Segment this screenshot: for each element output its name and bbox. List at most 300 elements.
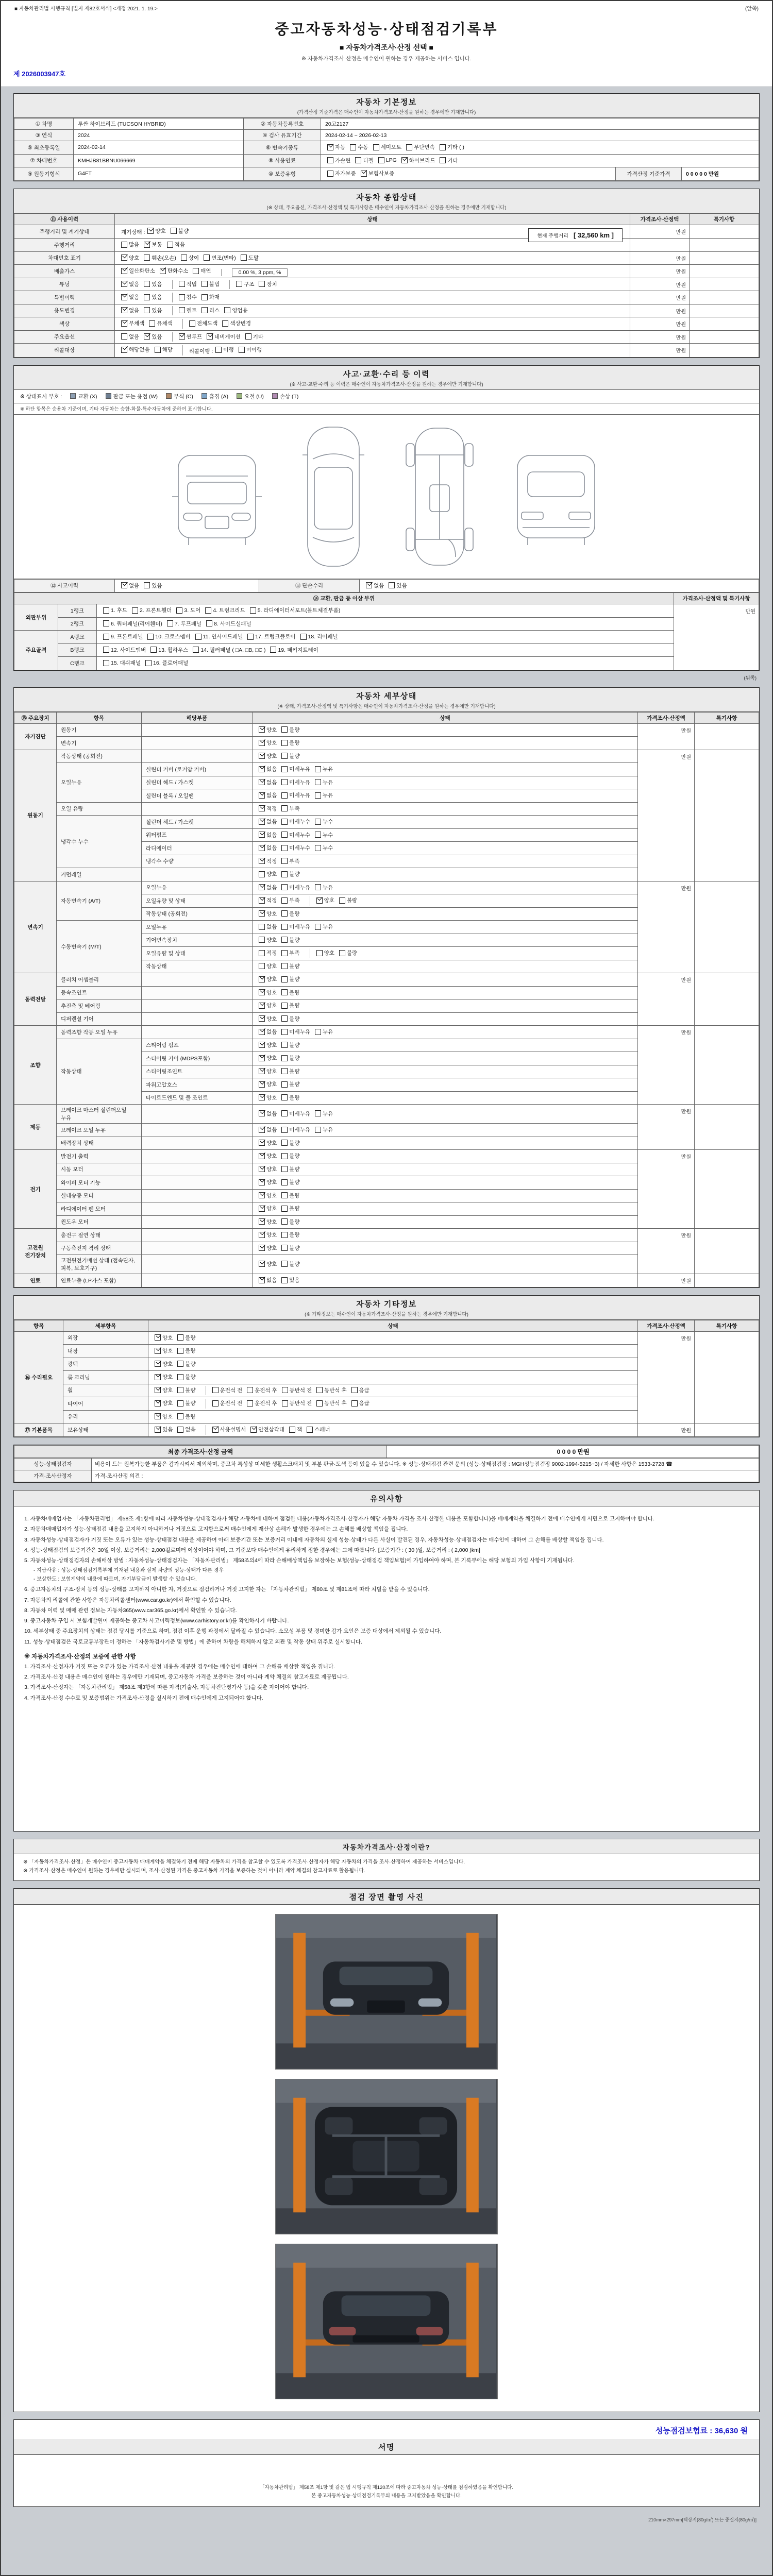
option-2. 프론트휀더[interactable] <box>132 606 172 614</box>
option-불량[interactable] <box>177 1347 195 1354</box>
option-없음[interactable] <box>121 333 139 341</box>
unchecked-checkbox-icon[interactable] <box>281 976 288 982</box>
option-미세누유[interactable] <box>281 1110 310 1117</box>
option-양호[interactable] <box>259 726 277 734</box>
unchecked-checkbox-icon[interactable] <box>103 660 109 666</box>
option-미세누유[interactable] <box>281 778 310 786</box>
option-16. 플로어패널[interactable] <box>145 659 188 667</box>
unchecked-checkbox-icon[interactable] <box>250 607 256 614</box>
unchecked-checkbox-icon[interactable] <box>189 320 195 327</box>
checked-checkbox-icon[interactable] <box>155 1387 161 1393</box>
unchecked-checkbox-icon[interactable] <box>281 1003 288 1009</box>
option-불량[interactable] <box>281 1139 299 1147</box>
option-5. 라디에이터서포트(볼트체결부품)[interactable] <box>250 606 341 614</box>
option-자동[interactable] <box>327 143 345 151</box>
checked-checkbox-icon[interactable] <box>259 1094 265 1100</box>
option-없음[interactable] <box>259 791 277 799</box>
option-14. 필러패널 ( □A, □B, □C )[interactable] <box>193 646 265 654</box>
checked-checkbox-icon[interactable] <box>259 845 265 851</box>
option-변조(변타)[interactable] <box>204 254 236 262</box>
option-누유[interactable] <box>315 791 333 799</box>
unchecked-checkbox-icon[interactable] <box>247 634 254 640</box>
checked-checkbox-icon[interactable] <box>259 897 265 904</box>
unchecked-checkbox-icon[interactable] <box>259 871 265 877</box>
checked-checkbox-icon[interactable] <box>259 805 265 811</box>
option-수동[interactable] <box>350 143 368 151</box>
option-불량[interactable] <box>281 1041 299 1049</box>
unchecked-checkbox-icon[interactable] <box>179 281 185 287</box>
option-잭[interactable] <box>289 1426 302 1433</box>
unchecked-checkbox-icon[interactable] <box>282 1387 288 1393</box>
unchecked-checkbox-icon[interactable] <box>316 1400 323 1406</box>
checked-checkbox-icon[interactable] <box>259 1068 265 1074</box>
option-불량[interactable] <box>281 726 299 734</box>
unchecked-checkbox-icon[interactable] <box>167 242 173 248</box>
checked-checkbox-icon[interactable] <box>259 1055 265 1061</box>
option-누유[interactable] <box>315 1110 333 1117</box>
option-LPG[interactable] <box>378 157 397 163</box>
option-있음[interactable] <box>389 582 407 589</box>
option-누유[interactable] <box>315 1126 333 1133</box>
unchecked-checkbox-icon[interactable] <box>315 779 321 785</box>
checked-checkbox-icon[interactable] <box>121 347 127 353</box>
option-1. 후드[interactable] <box>103 606 127 614</box>
unchecked-checkbox-icon[interactable] <box>193 268 199 274</box>
checked-checkbox-icon[interactable] <box>144 333 150 340</box>
option-양호[interactable] <box>259 962 277 970</box>
unchecked-checkbox-icon[interactable] <box>176 607 182 614</box>
unchecked-checkbox-icon[interactable] <box>259 924 265 930</box>
checked-checkbox-icon[interactable] <box>259 1261 265 1267</box>
option-양호[interactable] <box>259 1165 277 1173</box>
option-안전삼각대[interactable] <box>250 1426 284 1433</box>
option-누유[interactable] <box>315 1028 333 1036</box>
option-영업용[interactable] <box>224 307 247 314</box>
unchecked-checkbox-icon[interactable] <box>239 347 245 353</box>
option-18. 리어패널[interactable] <box>300 633 338 640</box>
option-양호[interactable] <box>259 752 277 760</box>
option-양호[interactable] <box>316 949 334 957</box>
option-유채색[interactable] <box>149 319 172 327</box>
checked-checkbox-icon[interactable] <box>259 832 265 838</box>
unchecked-checkbox-icon[interactable] <box>224 307 230 313</box>
unchecked-checkbox-icon[interactable] <box>149 320 155 327</box>
unchecked-checkbox-icon[interactable] <box>281 1029 288 1035</box>
option-없음[interactable] <box>259 765 277 773</box>
option-양호[interactable] <box>155 1413 173 1420</box>
unchecked-checkbox-icon[interactable] <box>315 924 321 930</box>
unchecked-checkbox-icon[interactable] <box>204 255 210 261</box>
option-누유[interactable] <box>315 884 333 891</box>
option-없음[interactable] <box>259 1276 277 1284</box>
unchecked-checkbox-icon[interactable] <box>315 766 321 772</box>
unchecked-checkbox-icon[interactable] <box>281 819 288 825</box>
unchecked-checkbox-icon[interactable] <box>150 647 157 653</box>
option-양호[interactable] <box>155 1399 173 1407</box>
option-불량[interactable] <box>281 1067 299 1075</box>
option-상이[interactable] <box>181 254 199 262</box>
unchecked-checkbox-icon[interactable] <box>373 144 379 150</box>
checked-checkbox-icon[interactable] <box>259 819 265 825</box>
unchecked-checkbox-icon[interactable] <box>103 647 109 653</box>
unchecked-checkbox-icon[interactable] <box>281 858 288 864</box>
unchecked-checkbox-icon[interactable] <box>281 1232 288 1238</box>
unchecked-checkbox-icon[interactable] <box>315 1029 321 1035</box>
checked-checkbox-icon[interactable] <box>259 1192 265 1198</box>
unchecked-checkbox-icon[interactable] <box>281 753 288 759</box>
option-없음[interactable] <box>259 831 277 839</box>
unchecked-checkbox-icon[interactable] <box>144 255 150 261</box>
option-불량[interactable] <box>339 949 357 957</box>
option-6. 쿼터패널(리어휀더)[interactable] <box>103 620 162 628</box>
unchecked-checkbox-icon[interactable] <box>281 1218 288 1225</box>
unchecked-checkbox-icon[interactable] <box>144 582 150 588</box>
option-없음[interactable] <box>259 818 277 825</box>
option-매연[interactable] <box>193 267 211 275</box>
option-미세누수[interactable] <box>281 818 310 825</box>
option-양호[interactable] <box>259 1041 277 1049</box>
unchecked-checkbox-icon[interactable] <box>355 157 361 163</box>
unchecked-checkbox-icon[interactable] <box>259 950 265 956</box>
option-있음[interactable] <box>144 293 162 301</box>
option-부족[interactable] <box>281 805 299 812</box>
option-양호[interactable] <box>155 1334 173 1342</box>
unchecked-checkbox-icon[interactable] <box>177 1413 183 1419</box>
option-없음[interactable] <box>121 280 139 288</box>
option-양호[interactable] <box>259 1139 277 1147</box>
unchecked-checkbox-icon[interactable] <box>212 1387 219 1393</box>
unchecked-checkbox-icon[interactable] <box>215 347 222 353</box>
option-없음[interactable] <box>121 307 139 314</box>
checked-checkbox-icon[interactable] <box>259 1218 265 1225</box>
unchecked-checkbox-icon[interactable] <box>236 281 242 287</box>
unchecked-checkbox-icon[interactable] <box>177 1334 183 1341</box>
option-보통[interactable] <box>144 241 162 248</box>
unchecked-checkbox-icon[interactable] <box>316 950 323 956</box>
checked-checkbox-icon[interactable] <box>259 989 265 995</box>
checked-checkbox-icon[interactable] <box>212 1427 219 1433</box>
option-양호[interactable] <box>259 975 277 983</box>
option-9. 프론트패널[interactable] <box>103 633 143 640</box>
option-불량[interactable] <box>281 989 299 996</box>
checked-checkbox-icon[interactable] <box>259 1042 265 1048</box>
option-불량[interactable] <box>281 1054 299 1062</box>
option-많음[interactable] <box>121 241 139 248</box>
option-도말[interactable] <box>241 254 259 262</box>
option-양호[interactable] <box>259 1002 277 1009</box>
option-미세누유[interactable] <box>281 765 310 773</box>
unchecked-checkbox-icon[interactable] <box>315 1110 321 1116</box>
option-불량[interactable] <box>281 752 299 760</box>
checked-checkbox-icon[interactable] <box>259 792 265 799</box>
option-불량[interactable] <box>281 1231 299 1239</box>
option-기타[interactable] <box>440 157 458 164</box>
checked-checkbox-icon[interactable] <box>259 858 265 864</box>
unchecked-checkbox-icon[interactable] <box>259 937 265 943</box>
option-침수[interactable] <box>179 293 197 301</box>
option-없음[interactable] <box>259 884 277 891</box>
option-19. 패키지트레이[interactable] <box>270 646 318 654</box>
option-불량[interactable] <box>281 1205 299 1212</box>
unchecked-checkbox-icon[interactable] <box>144 294 150 300</box>
checked-checkbox-icon[interactable] <box>316 897 323 904</box>
unchecked-checkbox-icon[interactable] <box>177 1348 183 1354</box>
option-양호[interactable] <box>259 1178 277 1186</box>
checked-checkbox-icon[interactable] <box>259 1166 265 1172</box>
unchecked-checkbox-icon[interactable] <box>281 1127 288 1133</box>
checked-checkbox-icon[interactable] <box>259 1206 265 1212</box>
checked-checkbox-icon[interactable] <box>259 740 265 746</box>
unchecked-checkbox-icon[interactable] <box>281 1055 288 1061</box>
option-10. 크로스멤버[interactable] <box>147 633 190 640</box>
option-부족[interactable] <box>281 896 299 904</box>
option-불량[interactable] <box>281 936 299 944</box>
option-미이행[interactable] <box>239 346 262 353</box>
option-불량[interactable] <box>177 1373 195 1381</box>
option-양호[interactable] <box>259 1067 277 1075</box>
unchecked-checkbox-icon[interactable] <box>281 1110 288 1116</box>
checked-checkbox-icon[interactable] <box>259 1140 265 1146</box>
checked-checkbox-icon[interactable] <box>259 1081 265 1088</box>
checked-checkbox-icon[interactable] <box>259 1127 265 1133</box>
option-운전석 후[interactable] <box>247 1399 277 1407</box>
option-양호[interactable] <box>121 254 139 262</box>
unchecked-checkbox-icon[interactable] <box>206 620 212 626</box>
option-양호[interactable] <box>259 1218 277 1226</box>
option-불량[interactable] <box>281 1260 299 1268</box>
unchecked-checkbox-icon[interactable] <box>281 1068 288 1074</box>
checked-checkbox-icon[interactable] <box>155 1374 161 1380</box>
unchecked-checkbox-icon[interactable] <box>144 281 150 287</box>
checked-checkbox-icon[interactable] <box>155 1334 161 1341</box>
checked-checkbox-icon[interactable] <box>250 1427 257 1433</box>
option-미세누수[interactable] <box>281 844 310 852</box>
option-양호[interactable] <box>259 936 277 944</box>
unchecked-checkbox-icon[interactable] <box>315 832 321 838</box>
unchecked-checkbox-icon[interactable] <box>281 1179 288 1185</box>
option-양호[interactable] <box>259 1260 277 1268</box>
unchecked-checkbox-icon[interactable] <box>315 845 321 851</box>
unchecked-checkbox-icon[interactable] <box>241 255 247 261</box>
option-운전석 전[interactable] <box>212 1399 243 1407</box>
option-불량[interactable] <box>177 1386 195 1394</box>
unchecked-checkbox-icon[interactable] <box>121 333 127 340</box>
option-양호[interactable] <box>259 1192 277 1199</box>
checked-checkbox-icon[interactable] <box>121 294 127 300</box>
unchecked-checkbox-icon[interactable] <box>282 1400 288 1406</box>
option-부족[interactable] <box>281 857 299 865</box>
checked-checkbox-icon[interactable] <box>259 1003 265 1009</box>
unchecked-checkbox-icon[interactable] <box>281 1094 288 1100</box>
option-미세누수[interactable] <box>281 831 310 839</box>
checked-checkbox-icon[interactable] <box>160 268 166 274</box>
option-15. 대쉬패널[interactable] <box>103 659 141 667</box>
option-누유[interactable] <box>315 765 333 773</box>
unchecked-checkbox-icon[interactable] <box>177 1374 183 1380</box>
option-불량[interactable] <box>281 1080 299 1088</box>
option-리스[interactable] <box>201 307 220 314</box>
option-불량[interactable] <box>281 1218 299 1226</box>
option-자가보증[interactable] <box>327 170 356 177</box>
option-보험사보증[interactable] <box>361 170 395 177</box>
option-불량[interactable] <box>281 1244 299 1252</box>
unchecked-checkbox-icon[interactable] <box>389 582 395 588</box>
unchecked-checkbox-icon[interactable] <box>281 884 288 890</box>
option-불량[interactable] <box>281 910 299 918</box>
option-누유[interactable] <box>315 923 333 930</box>
checked-checkbox-icon[interactable] <box>155 1348 161 1354</box>
option-불량[interactable] <box>177 1334 195 1342</box>
unchecked-checkbox-icon[interactable] <box>281 1042 288 1048</box>
option-있음[interactable] <box>144 280 162 288</box>
checked-checkbox-icon[interactable] <box>147 228 154 234</box>
option-해당없음[interactable] <box>121 346 150 353</box>
option-없음[interactable] <box>259 1110 277 1117</box>
option-없음[interactable] <box>121 582 139 589</box>
checked-checkbox-icon[interactable] <box>179 333 185 340</box>
unchecked-checkbox-icon[interactable] <box>281 766 288 772</box>
checked-checkbox-icon[interactable] <box>259 1232 265 1238</box>
unchecked-checkbox-icon[interactable] <box>281 832 288 838</box>
unchecked-checkbox-icon[interactable] <box>155 347 161 353</box>
option-양호[interactable] <box>155 1373 173 1381</box>
option-가솔린[interactable] <box>327 157 350 164</box>
unchecked-checkbox-icon[interactable] <box>281 989 288 995</box>
option-양호[interactable] <box>316 896 334 904</box>
option-사용설명서[interactable] <box>212 1426 246 1433</box>
unchecked-checkbox-icon[interactable] <box>121 242 127 248</box>
unchecked-checkbox-icon[interactable] <box>145 660 152 666</box>
unchecked-checkbox-icon[interactable] <box>315 792 321 799</box>
option-운전석 전[interactable] <box>212 1386 243 1394</box>
unchecked-checkbox-icon[interactable] <box>247 1387 253 1393</box>
unchecked-checkbox-icon[interactable] <box>201 294 208 300</box>
option-세미오토[interactable] <box>373 143 402 151</box>
checked-checkbox-icon[interactable] <box>259 766 265 772</box>
unchecked-checkbox-icon[interactable] <box>179 294 185 300</box>
option-양호[interactable] <box>259 1054 277 1062</box>
checked-checkbox-icon[interactable] <box>259 1015 265 1022</box>
unchecked-checkbox-icon[interactable] <box>281 1140 288 1146</box>
option-양호[interactable] <box>259 1080 277 1088</box>
checked-checkbox-icon[interactable] <box>259 976 265 982</box>
checked-checkbox-icon[interactable] <box>259 753 265 759</box>
option-적정[interactable] <box>259 857 277 865</box>
option-응급[interactable] <box>351 1386 369 1394</box>
option-없음[interactable] <box>259 844 277 852</box>
option-양호[interactable] <box>259 1152 277 1160</box>
unchecked-checkbox-icon[interactable] <box>201 307 208 313</box>
unchecked-checkbox-icon[interactable] <box>281 1245 288 1251</box>
unchecked-checkbox-icon[interactable] <box>406 144 412 150</box>
option-양호[interactable] <box>259 1231 277 1239</box>
unchecked-checkbox-icon[interactable] <box>103 620 109 626</box>
option-양호[interactable] <box>259 910 277 918</box>
unchecked-checkbox-icon[interactable] <box>315 884 321 890</box>
option-스패너[interactable] <box>307 1426 330 1433</box>
unchecked-checkbox-icon[interactable] <box>281 845 288 851</box>
unchecked-checkbox-icon[interactable] <box>103 607 109 614</box>
unchecked-checkbox-icon[interactable] <box>281 950 288 956</box>
option-3. 도어[interactable] <box>176 606 200 614</box>
option-양호[interactable] <box>259 739 277 747</box>
option-불량[interactable] <box>281 1002 299 1009</box>
checked-checkbox-icon[interactable] <box>207 333 213 340</box>
option-양호[interactable] <box>259 870 277 878</box>
option-양호[interactable] <box>147 227 165 235</box>
unchecked-checkbox-icon[interactable] <box>281 937 288 943</box>
option-누수[interactable] <box>315 844 333 852</box>
checked-checkbox-icon[interactable] <box>259 1110 265 1116</box>
unchecked-checkbox-icon[interactable] <box>440 157 446 163</box>
option-장치[interactable] <box>259 280 277 288</box>
option-누수[interactable] <box>315 818 333 825</box>
unchecked-checkbox-icon[interactable] <box>327 171 333 177</box>
option-없음[interactable] <box>121 293 139 301</box>
unchecked-checkbox-icon[interactable] <box>195 634 201 640</box>
unchecked-checkbox-icon[interactable] <box>440 144 446 150</box>
option-하이브리드[interactable] <box>401 157 435 164</box>
unchecked-checkbox-icon[interactable] <box>201 281 208 287</box>
unchecked-checkbox-icon[interactable] <box>212 1400 219 1406</box>
option-적정[interactable] <box>259 949 277 957</box>
unchecked-checkbox-icon[interactable] <box>103 634 109 640</box>
unchecked-checkbox-icon[interactable] <box>281 805 288 811</box>
option-4. 트렁크리드[interactable] <box>205 606 245 614</box>
option-부족[interactable] <box>281 949 299 957</box>
unchecked-checkbox-icon[interactable] <box>181 255 187 261</box>
option-없음[interactable] <box>259 778 277 786</box>
unchecked-checkbox-icon[interactable] <box>281 726 288 733</box>
option-없음[interactable] <box>366 582 384 589</box>
option-미세누유[interactable] <box>281 1028 310 1036</box>
unchecked-checkbox-icon[interactable] <box>167 620 173 626</box>
checked-checkbox-icon[interactable] <box>121 582 127 588</box>
option-불량[interactable] <box>177 1360 195 1368</box>
option-불량[interactable] <box>281 1165 299 1173</box>
checked-checkbox-icon[interactable] <box>259 1153 265 1159</box>
option-응급[interactable] <box>351 1399 369 1407</box>
unchecked-checkbox-icon[interactable] <box>281 1192 288 1198</box>
unchecked-checkbox-icon[interactable] <box>193 647 199 653</box>
option-구조[interactable] <box>236 280 254 288</box>
unchecked-checkbox-icon[interactable] <box>281 910 288 917</box>
checked-checkbox-icon[interactable] <box>259 779 265 785</box>
option-불량[interactable] <box>177 1413 195 1420</box>
unchecked-checkbox-icon[interactable] <box>281 779 288 785</box>
unchecked-checkbox-icon[interactable] <box>351 1400 358 1406</box>
checked-checkbox-icon[interactable] <box>259 1179 265 1185</box>
option-미세누유[interactable] <box>281 1126 310 1133</box>
option-불량[interactable] <box>281 1152 299 1160</box>
checked-checkbox-icon[interactable] <box>155 1413 161 1419</box>
unchecked-checkbox-icon[interactable] <box>247 1400 253 1406</box>
checked-checkbox-icon[interactable] <box>144 242 150 248</box>
unchecked-checkbox-icon[interactable] <box>177 1427 183 1433</box>
option-불법[interactable] <box>201 280 220 288</box>
checked-checkbox-icon[interactable] <box>401 157 408 163</box>
option-적음[interactable] <box>167 241 185 248</box>
unchecked-checkbox-icon[interactable] <box>177 1361 183 1367</box>
checked-checkbox-icon[interactable] <box>155 1427 161 1433</box>
option-양호[interactable] <box>259 1205 277 1212</box>
unchecked-checkbox-icon[interactable] <box>378 157 384 163</box>
checked-checkbox-icon[interactable] <box>259 884 265 890</box>
option-불량[interactable] <box>281 1094 299 1101</box>
option-17. 트렁크플로어[interactable] <box>247 633 295 640</box>
unchecked-checkbox-icon[interactable] <box>222 320 228 327</box>
option-미세누유[interactable] <box>281 791 310 799</box>
